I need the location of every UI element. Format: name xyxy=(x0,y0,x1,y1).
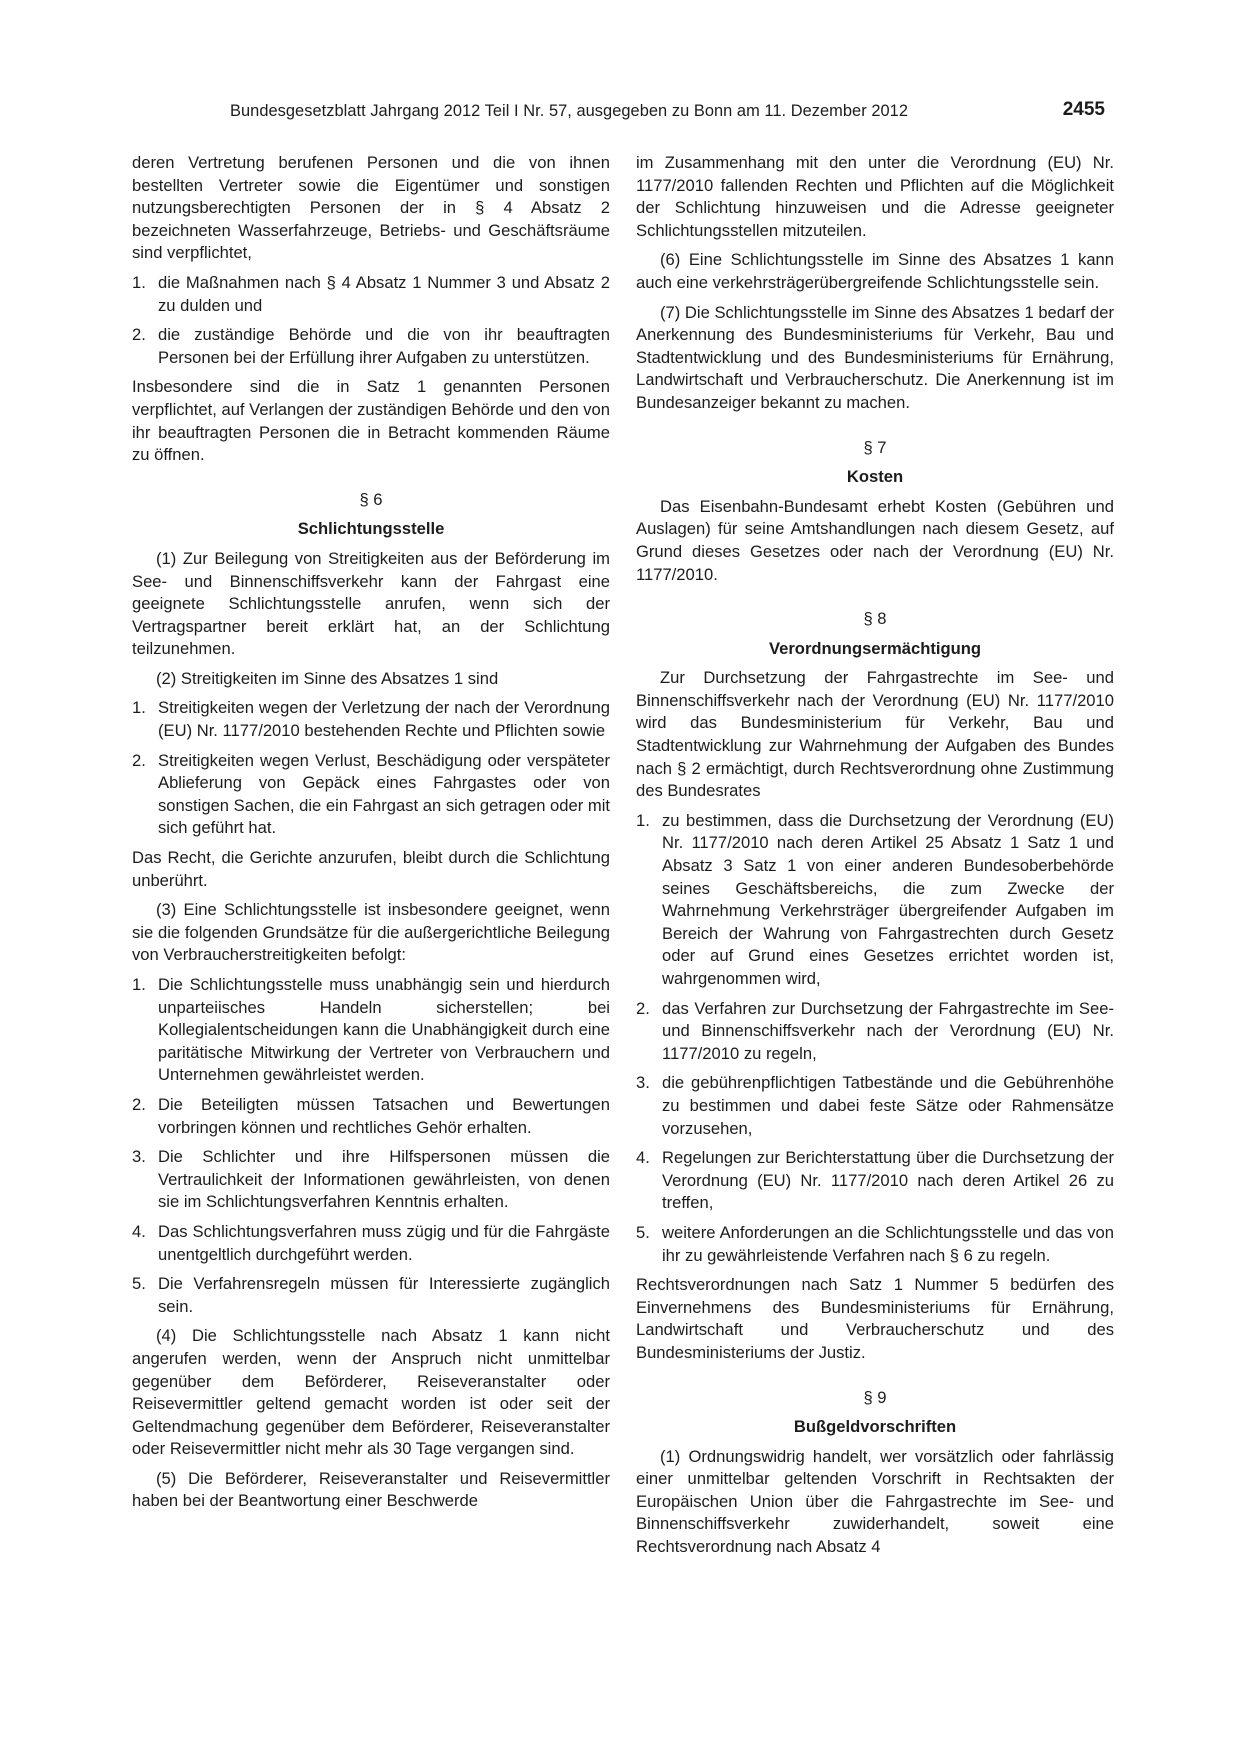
list-item-text: die Maßnahmen nach § 4 Absatz 1 Nummer 3 und Absatz 2 zu dulden und xyxy=(158,272,610,315)
list-number: 2. xyxy=(132,1094,146,1114)
list-number: 1. xyxy=(636,810,650,830)
section-number: § 8 xyxy=(863,609,887,629)
list-item xyxy=(132,272,610,317)
paragraph: (4) Die Schlichtungsstelle nach Absatz 1 kann nicht angerufen werden, wenn der Anspruch nicht unmittelbar gegenüber dem Beförderer, Reiseveranstalter oder Reisevermittler geltend gemacht worden ist oder seit der Geltendmachung gegenüber dem Beförderer, Reiseveranstalter oder Reisevermittler nicht mehr als 30 Tage vergangen sind. xyxy=(132,1326,610,1459)
principles-list xyxy=(132,974,610,1318)
paragraph-closing: Rechtsverordnungen nach Satz 1 Nummer 5 bedürfen des Einvernehmens des Bundesministeriums für Ernährung, Landwirtschaft und Verbraucherschutz und des Bundesministeriums der Justiz. xyxy=(636,1275,1114,1362)
gazette-header: Bundesgesetzblatt Jahrgang 2012 Teil I Nr. 57, ausgegeben zu Bonn am 11. Dezember 2012 xyxy=(230,102,908,120)
paragraph: (5) Die Beförderer, Reiseveranstalter und Reisevermittler haben bei der Beantwortung einer Beschwerde xyxy=(132,1468,610,1511)
list-number: 2. xyxy=(132,325,146,345)
list-item xyxy=(636,810,1114,991)
dispute-list xyxy=(132,697,610,840)
list-item xyxy=(636,1222,1114,1267)
list-number: 1. xyxy=(132,698,146,718)
list-item xyxy=(636,998,1114,1066)
list-number: 4. xyxy=(636,1148,650,1168)
list-item xyxy=(132,750,610,840)
list-number: 1. xyxy=(132,975,146,994)
list-item xyxy=(132,697,610,742)
paragraph-closing: Insbesondere sind die in Satz 1 genannten Personen verpflichtet, auf Verlangen der zuständigen Behörde und den von ihr beauftragten Personen die in Betracht kommenden Räume zu öffnen. xyxy=(132,377,610,465)
list-item-text: Streitigkeiten wegen Verlust, Beschädigung oder verspäteter Ablieferung von Gepäck eines Fahrgastes oder von sonstigen Sachen, die ein Fahrgast an sich getragen oder mit sich geführt hat. xyxy=(158,750,610,838)
right-column xyxy=(636,152,1114,1566)
list-item xyxy=(636,1147,1114,1215)
page-number: 2455 xyxy=(1062,99,1105,120)
list-number: 5. xyxy=(636,1222,650,1242)
list-item-text: Streitigkeiten wegen der Verletzung der nach der Verordnung (EU) Nr. 1177/2010 bestehenden Rechte und Pflichten sowie xyxy=(158,698,610,741)
paragraph: (7) Die Schlichtungsstelle im Sinne des Absatzes 1 bedarf der Anerkennung des Bundesministeriums für Verkehr, Bau und Stadtentwicklung und des Bundesministeriums für Ernährung, Landwirtschaft und Verbraucherschutz. Die Anerkennung ist im Bundesanzeiger bekannt zu machen. xyxy=(636,302,1114,412)
list-item-text: zu bestimmen, dass die Durchsetzung der Verordnung (EU) Nr. 1177/2010 nach deren Artikel 25 Absatz 1 Satz 1 und Absatz 3 Satz 1 von einer anderen Bundesoberbehörde seines Geschäftsbereichs, die zum Zwecke der Wahrnehmung Verkehrsträger übergreifender Aufgaben im Bereich der Wahrung von Fahrgastrechten durch Gesetz oder auf Grund eines Gesetzes errichtet worden ist, wahrgenommen wird, xyxy=(662,810,1114,988)
list-number: 2. xyxy=(636,998,650,1018)
section-number: § 6 xyxy=(359,489,383,509)
list-number: 1. xyxy=(132,272,146,292)
paragraph: (3) Eine Schlichtungsstelle ist insbesondere geeignet, wenn sie die folgenden Grundsätze für die außergerichtliche Beilegung von Verbraucherstreitigkeiten befolgt: xyxy=(132,900,610,965)
list-item-text: das Verfahren zur Durchsetzung der Fahrgastrechte im See- und Binnenschiffsverkehr nach der Verordnung (EU) Nr. 1177/2010 zu regeln, xyxy=(662,998,1114,1063)
list-number: 3. xyxy=(132,1147,146,1167)
list-number: 5. xyxy=(132,1274,146,1294)
section-number: § 9 xyxy=(863,1387,887,1407)
list-item-text: Die Schlichtungsstelle muss unabhängig sein und hierdurch unparteiisches Handeln sicherstellen; bei Kollegialentscheidungen kann die Unabhängigkeit durch eine paritätische Mitwirkung der Vertreter von Verbrauchern und Unternehmen gewährleistet werden. xyxy=(158,975,610,1085)
list-item-text: die zuständige Behörde und die von ihr beauftragten Personen bei der Erfüllung ihrer Aufgaben zu unterstützen. xyxy=(158,325,610,367)
left-column xyxy=(132,152,610,1520)
section-number: § 7 xyxy=(863,437,887,457)
list-item-text: Das Schlichtungsverfahren muss zügig und für die Fahrgäste unentgeltlich durchgeführt werden. xyxy=(158,1221,610,1264)
list-item-text: die gebührenpflichtigen Tatbestände und die Gebührenhöhe zu bestimmen und dabei feste Sätze oder Rahmensätze vorzusehen, xyxy=(662,1073,1114,1138)
paragraph: Das Eisenbahn-Bundesamt erhebt Kosten (Gebühren und Auslagen) für seine Amtshandlungen nach diesem Gesetz, auf Grund dieses Gesetzes oder nach der Verordnung (EU) Nr. 1177/2010. xyxy=(636,496,1114,584)
list-item xyxy=(132,1094,610,1139)
section-title: Kosten xyxy=(846,467,904,487)
list-number: 2. xyxy=(132,750,146,770)
list-item-text: Die Beteiligten müssen Tatsachen und Bewertungen vorbringen können und rechtliches Gehör erhalten. xyxy=(158,1094,610,1137)
paragraph: (6) Eine Schlichtungsstelle im Sinne des Absatzes 1 kann auch eine verkehrsträgerübergreifende Schlichtungsstelle sein. xyxy=(636,250,1114,292)
paragraph: (1) Zur Beilegung von Streitigkeiten aus der Beförderung im See- und Binnenschiffsverkehr kann der Fahrgast eine geeignete Schlichtungsstelle anrufen, wenn sich der Vertragspartner bereit erklärt hat, an der Schlichtung teilzunehmen. xyxy=(132,548,610,659)
list-item xyxy=(132,1273,610,1318)
list-item xyxy=(132,1221,610,1266)
list-item xyxy=(132,1146,610,1214)
paragraph: (2) Streitigkeiten im Sinne des Absatzes 1 sind xyxy=(156,668,499,688)
paragraph-intro: deren Vertretung berufenen Personen und die von ihnen bestellten Vertreter sowie die Eigentümer und sonstigen nutzungsberechtigten Personen der in § 4 Absatz 2 bezeichneten Wasserfahrzeuge, Betriebs- und Geschäftsräume sind verpflichtet, xyxy=(132,153,610,263)
duty-list xyxy=(132,272,610,369)
list-item-text: Die Schlichter und ihre Hilfspersonen müssen die Vertraulichkeit der Informationen gewährleisten, von denen sie im Schlichtungsverfahren Kenntnis erhalten. xyxy=(158,1147,610,1212)
list-item xyxy=(636,1072,1114,1140)
paragraph: Zur Durchsetzung der Fahrgastrechte im See- und Binnenschiffsverkehr nach der Verordnung (EU) Nr. 1177/2010 wird das Bundesministerium für Verkehr, Bau und Stadtentwicklung zur Wahrnehmung der Aufgaben des Bundes nach § 2 ermächtigt, durch Rechtsverordnung ohne Zustimmung des Bundesrates xyxy=(636,668,1114,801)
list-item xyxy=(132,324,610,369)
section-title: Schlichtungsstelle xyxy=(297,519,445,539)
paragraph-continued: im Zusammenhang mit den unter die Verordnung (EU) Nr. 1177/2010 fallenden Rechten und Pflichten auf die Möglichkeit der Schlichtung hinzuweisen und die Adresse geeigneter Schlichtungsstellen mitzuteilen. xyxy=(636,153,1114,240)
list-number: 3. xyxy=(636,1073,650,1093)
list-item xyxy=(132,974,610,1087)
paragraph: Das Recht, die Gerichte anzurufen, bleibt durch die Schlichtung unberührt. xyxy=(132,848,610,890)
section-title: Verordnungsermächtigung xyxy=(768,638,982,658)
paragraph: (1) Ordnungswidrig handelt, wer vorsätzlich oder fahrlässig einer unmittelbar geltenden Vorschrift in Rechtsakten der Europäischen Union über die Fahrgastrechte im See- und Binnenschiffsverkehr zuwiderhandelt, soweit eine Rechtsverordnung nach Absatz 4 xyxy=(636,1446,1114,1557)
list-number: 4. xyxy=(132,1221,146,1241)
section-title: Bußgeldvorschriften xyxy=(793,1417,957,1437)
list-item-text: weitere Anforderungen an die Schlichtungsstelle und das von ihr zu gewährleistende Verfahren nach § 6 zu regeln. xyxy=(662,1222,1114,1265)
list-item-text: Die Verfahrensregeln müssen für Interessierte zugänglich sein. xyxy=(158,1274,610,1316)
ordinance-list xyxy=(636,810,1114,1267)
list-item-text: Regelungen zur Berichterstattung über die Durchsetzung der Verordnung (EU) Nr. 1177/2010 nach deren Artikel 26 zu treffen, xyxy=(662,1148,1114,1213)
page-header xyxy=(230,100,1105,126)
